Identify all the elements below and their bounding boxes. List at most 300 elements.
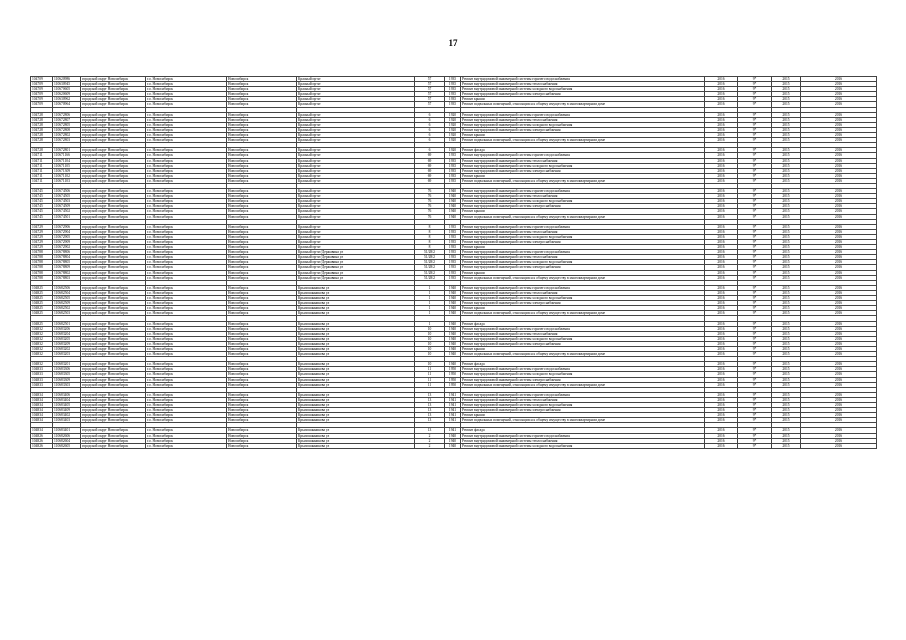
table-cell: 2016 — [801, 301, 877, 306]
table-cell: Новосибирск — [227, 224, 297, 229]
table-cell: 2016 — [705, 326, 738, 331]
table-cell: 13 — [415, 428, 445, 433]
table-cell: Новосибирск — [227, 301, 297, 306]
table-cell: 104832 — [31, 346, 53, 351]
table-cell: Крылошанникова ул — [297, 418, 415, 423]
table-cell: 2016 — [705, 255, 738, 260]
table-cell: 2015 — [772, 92, 801, 97]
table-cell: Ремонт внутридомовой инженерной системы электроснабжения — [461, 127, 705, 132]
table-cell: 110683406 — [53, 392, 81, 397]
table-cell: 9* — [738, 275, 772, 280]
table-cell: 2016 — [801, 275, 877, 280]
table-cell: 1950 — [445, 377, 461, 382]
table-cell: 11 — [415, 382, 445, 387]
table-cell: 104825 — [31, 285, 53, 290]
table-cell: 1940 — [445, 194, 461, 199]
table-cell: городской округ Новосибирск — [81, 408, 146, 413]
table-cell: 57 — [415, 87, 445, 92]
table-cell: 1935 — [445, 87, 461, 92]
table-cell: 110683306 — [53, 367, 81, 372]
table-cell: 9* — [738, 194, 772, 199]
table-cell: 9* — [738, 199, 772, 204]
table-cell: 110630962 — [53, 97, 81, 102]
table-cell: Крылошанникова ул — [297, 331, 415, 336]
table-cell: 2016 — [705, 158, 738, 163]
table-cell: 110682501 — [53, 321, 81, 326]
table-cell: 2016 — [801, 240, 877, 245]
table-cell: Новосибирск — [227, 285, 297, 290]
table-cell: 2016 — [705, 367, 738, 372]
table-cell: 104832 — [31, 362, 53, 367]
table-cell: г.о. Новосибирск — [146, 229, 227, 234]
table-cell: 2015 — [772, 229, 801, 234]
table-cell: Новосибирск — [227, 372, 297, 377]
table-cell: 2016 — [705, 341, 738, 346]
table-cell: Ремонт внутридомовой инженерной системы холодного водоснабжения — [461, 443, 705, 448]
table-cell: 110683403 — [53, 418, 81, 423]
table-cell: 9* — [738, 403, 772, 408]
table-cell: городской округ Новосибирск — [81, 97, 146, 102]
table-cell: Крылошанникова ул — [297, 321, 415, 326]
table-cell: 104834 — [31, 428, 53, 433]
table-cell: 104834 — [31, 408, 53, 413]
table-cell: 2016 — [705, 413, 738, 418]
table-cell: городской округ Новосибирск — [81, 87, 146, 92]
table-cell: 110683303 — [53, 382, 81, 387]
table-cell: г.о. Новосибирск — [146, 336, 227, 341]
table-cell: 1920 — [445, 117, 461, 122]
table-cell: Ремонт внутридомовой инженерной системы горячего водоснабжения — [461, 367, 705, 372]
table-cell: городской округ Новосибирск — [81, 270, 146, 275]
table-cell: 110672805 — [53, 122, 81, 127]
table-cell: 2016 — [705, 443, 738, 448]
table-cell: городской округ Новосибирск — [81, 158, 146, 163]
table-cell: г.о. Новосибирск — [146, 418, 227, 423]
table-cell: 2016 — [705, 438, 738, 443]
table-cell: 2016 — [705, 250, 738, 255]
table-cell: 2015 — [772, 97, 801, 102]
table-cell: Новосибирск — [227, 408, 297, 413]
table-cell: 2016 — [801, 418, 877, 423]
table-cell: 13 — [415, 408, 445, 413]
table-cell: 2016 — [801, 260, 877, 265]
table-cell: 2 — [415, 438, 445, 443]
table-cell: 1950 — [445, 372, 461, 377]
table-cell: 9* — [738, 97, 772, 102]
table-cell: 2016 — [705, 372, 738, 377]
table-cell: 51/28/2 — [415, 260, 445, 265]
table-cell: 2015 — [772, 117, 801, 122]
table-cell: 76 — [415, 214, 445, 219]
table-cell: 6 — [415, 112, 445, 117]
table-cell: Красный пр-кт — [297, 194, 415, 199]
table-cell: 2016 — [801, 245, 877, 250]
table-cell: городской округ Новосибирск — [81, 321, 146, 326]
table-cell: 2016 — [801, 392, 877, 397]
table-cell: 2016 — [801, 346, 877, 351]
table-cell: 1935 — [445, 270, 461, 275]
table-cell: Новосибирск — [227, 153, 297, 158]
table-cell: Ремонт фасада — [461, 362, 705, 367]
table-cell: 110683404 — [53, 397, 81, 402]
table-cell: 104745 — [31, 194, 53, 199]
table-cell: Новосибирск — [227, 148, 297, 153]
table-cell: Новосибирск — [227, 341, 297, 346]
table-cell: 57 — [415, 92, 445, 97]
table-cell: 9* — [738, 382, 772, 387]
table-cell: Новосибирск — [227, 77, 297, 82]
table-cell: 2016 — [801, 311, 877, 316]
table-cell: 2016 — [801, 204, 877, 209]
table-cell: 2016 — [705, 153, 738, 158]
table-cell: г.о. Новосибирск — [146, 199, 227, 204]
table-cell: г.о. Новосибирск — [146, 270, 227, 275]
table-cell: Красный пр-кт — [297, 168, 415, 173]
table-cell: городской округ Новосибирск — [81, 112, 146, 117]
table-cell: 2016 — [705, 428, 738, 433]
table-cell: 1935 — [445, 224, 461, 229]
table-cell: г.о. Новосибирск — [146, 97, 227, 102]
table-cell: 69 — [415, 153, 445, 158]
table-cell: Ремонт внутридомовой инженерной системы теплоснабжения — [461, 229, 705, 234]
table-cell: г.о. Новосибирск — [146, 127, 227, 132]
table-cell: 104826 — [31, 438, 53, 443]
table-cell: 104833 — [31, 372, 53, 377]
table-cell: 9* — [738, 112, 772, 117]
table-cell: 9* — [738, 77, 772, 82]
table-cell: Новосибирск — [227, 158, 297, 163]
table-cell: 2016 — [801, 178, 877, 183]
table-cell: 9* — [738, 87, 772, 92]
table-cell: 2016 — [801, 158, 877, 163]
table-cell: 13 — [415, 418, 445, 423]
table-cell: городской округ Новосибирск — [81, 331, 146, 336]
table-cell: 1935 — [445, 82, 461, 87]
table-cell: 110682502 — [53, 306, 81, 311]
table-cell: г.о. Новосибирск — [146, 403, 227, 408]
table-cell: 110678802 — [53, 270, 81, 275]
table-cell: 104788 — [31, 250, 53, 255]
table-cell: городской округ Новосибирск — [81, 372, 146, 377]
table-cell: 104745 — [31, 214, 53, 219]
table-cell: Новосибирск — [227, 240, 297, 245]
table-cell: Крылошанникова ул — [297, 311, 415, 316]
table-cell: городской округ Новосибирск — [81, 306, 146, 311]
table-cell: 2015 — [772, 102, 801, 107]
table-cell: Новосибирск — [227, 403, 297, 408]
table-cell: 1935 — [445, 234, 461, 239]
table-cell: 69 — [415, 158, 445, 163]
table-cell: 110671104 — [53, 158, 81, 163]
table-cell: 57 — [415, 102, 445, 107]
table-cell: 110672904 — [53, 229, 81, 234]
table-cell: Ремонт внутридомовой инженерной системы горячего водоснабжения — [461, 433, 705, 438]
table-cell: 2016 — [801, 290, 877, 295]
table-cell: 110671102 — [53, 173, 81, 178]
table-cell: 6 — [415, 122, 445, 127]
table-cell: 104825 — [31, 321, 53, 326]
table-cell: г.о. Новосибирск — [146, 209, 227, 214]
table-cell: 2015 — [772, 173, 801, 178]
table-cell: 1940 — [445, 341, 461, 346]
table-cell: Новосибирск — [227, 234, 297, 239]
table-cell: 110671166 — [53, 153, 81, 158]
table-cell: г.о. Новосибирск — [146, 382, 227, 387]
table-cell: Новосибирск — [227, 133, 297, 138]
table-cell: 104711 — [31, 153, 53, 158]
table-cell: 110682605 — [53, 443, 81, 448]
table-cell: г.о. Новосибирск — [146, 122, 227, 127]
table-cell: 2016 — [801, 127, 877, 132]
table-cell: 2016 — [801, 408, 877, 413]
table-cell: Новосибирск — [227, 189, 297, 194]
table-cell: городской округ Новосибирск — [81, 168, 146, 173]
table-cell: 1941 — [445, 413, 461, 418]
table-cell: городской округ Новосибирск — [81, 397, 146, 402]
table-cell: 13 — [415, 397, 445, 402]
table-cell: г.о. Новосибирск — [146, 428, 227, 433]
table-cell: 2015 — [772, 214, 801, 219]
table-cell: 104745 — [31, 189, 53, 194]
table-cell: 110683309 — [53, 377, 81, 382]
table-cell: 2016 — [801, 224, 877, 229]
table-cell: городской округ Новосибирск — [81, 443, 146, 448]
table-cell: Крылошанникова ул — [297, 408, 415, 413]
table-cell: 9* — [738, 336, 772, 341]
table-cell: 1920 — [445, 138, 461, 143]
table-cell: 9* — [738, 362, 772, 367]
table-cell: 104833 — [31, 382, 53, 387]
table-cell: г.о. Новосибирск — [146, 306, 227, 311]
table-cell: 1 — [415, 311, 445, 316]
table-cell: 9* — [738, 418, 772, 423]
table-cell: г.о. Новосибирск — [146, 311, 227, 316]
table-cell: 2016 — [801, 194, 877, 199]
table-cell: Ремонт внутридомовой инженерной системы электроснабжения — [461, 341, 705, 346]
table-cell: Ремонт внутридомовой инженерной системы горячего водоснабжения — [461, 189, 705, 194]
table-cell: 2015 — [772, 341, 801, 346]
table-cell: 9* — [738, 229, 772, 234]
table-cell: 2016 — [705, 265, 738, 270]
table-cell: 13 — [415, 392, 445, 397]
table-cell: Новосибирск — [227, 352, 297, 357]
table-cell: 2016 — [705, 270, 738, 275]
table-cell: Ремонт внутридомовой инженерной системы холодного водоснабжения — [461, 260, 705, 265]
table-cell: городской округ Новосибирск — [81, 392, 146, 397]
table-cell: 104834 — [31, 392, 53, 397]
table-cell: 1920 — [445, 148, 461, 153]
table-cell: 110682509 — [53, 301, 81, 306]
table-cell: 2016 — [801, 163, 877, 168]
table-cell: 2016 — [705, 87, 738, 92]
table-cell: 2015 — [772, 250, 801, 255]
table-cell: 2015 — [772, 209, 801, 214]
table-cell: 2016 — [705, 377, 738, 382]
table-cell: 9* — [738, 133, 772, 138]
table-cell: 13 — [415, 413, 445, 418]
table-cell: г.о. Новосибирск — [146, 204, 227, 209]
table-cell: 110670964 — [53, 102, 81, 107]
repair-schedule-table — [30, 76, 877, 449]
table-cell: 69 — [415, 173, 445, 178]
table-cell: г.о. Новосибирск — [146, 77, 227, 82]
table-cell: г.о. Новосибирск — [146, 245, 227, 250]
table-cell: 69 — [415, 168, 445, 173]
table-cell: Ремонт крыши — [461, 270, 705, 275]
table-cell: Новосибирск — [227, 321, 297, 326]
table-cell: 6 — [415, 127, 445, 132]
table-cell: г.о. Новосибирск — [146, 112, 227, 117]
table-cell: Новосибирск — [227, 250, 297, 255]
table-cell: Красный пр-кт/Державина ул — [297, 250, 415, 255]
table-cell: 104834 — [31, 413, 53, 418]
table-cell: Новосибирск — [227, 97, 297, 102]
table-cell: г.о. Новосибирск — [146, 148, 227, 153]
table-cell: Новосибирск — [227, 245, 297, 250]
table-cell: Ремонт внутридомовой инженерной системы теплоснабжения — [461, 158, 705, 163]
table-cell: Красный пр-кт — [297, 178, 415, 183]
table-cell: 110672806 — [53, 112, 81, 117]
table-cell: 1935 — [445, 260, 461, 265]
table-cell: 11 — [415, 377, 445, 382]
table-cell: 110683209 — [53, 341, 81, 346]
table-cell: 9* — [738, 138, 772, 143]
table-cell: Новосибирск — [227, 229, 297, 234]
table-cell: 110678809 — [53, 265, 81, 270]
table-cell: 2016 — [801, 112, 877, 117]
table-cell: г.о. Новосибирск — [146, 377, 227, 382]
table-cell: 2015 — [772, 168, 801, 173]
table-cell: 2016 — [801, 367, 877, 372]
table-cell: городской округ Новосибирск — [81, 92, 146, 97]
table-cell: 104711 — [31, 173, 53, 178]
table-cell: 2016 — [801, 173, 877, 178]
table-cell: 110683409 — [53, 408, 81, 413]
table-cell: 110671103 — [53, 178, 81, 183]
table-cell: городской округ Новосибирск — [81, 341, 146, 346]
table-cell: 2015 — [772, 428, 801, 433]
table-cell: Новосибирск — [227, 326, 297, 331]
table-cell: 104832 — [31, 336, 53, 341]
table-cell: Ремонт крыши — [461, 346, 705, 351]
table-cell: городской округ Новосибирск — [81, 224, 146, 229]
table-cell: 8 — [415, 224, 445, 229]
table-cell: 57 — [415, 97, 445, 102]
table-cell: 9* — [738, 260, 772, 265]
table-cell: 2016 — [801, 362, 877, 367]
table-cell: 9* — [738, 214, 772, 219]
table-cell: г.о. Новосибирск — [146, 372, 227, 377]
table-cell: 2016 — [801, 199, 877, 204]
table-cell: Новосибирск — [227, 433, 297, 438]
table-cell: городской округ Новосибирск — [81, 234, 146, 239]
table-cell: 1920 — [445, 127, 461, 132]
table-cell: городской округ Новосибирск — [81, 367, 146, 372]
table-cell: 6 — [415, 117, 445, 122]
table-cell: Новосибирск — [227, 397, 297, 402]
table-cell: городской округ Новосибирск — [81, 275, 146, 280]
table-cell: городской округ Новосибирск — [81, 214, 146, 219]
table-cell: 9* — [738, 265, 772, 270]
table-cell: 51/28/2 — [415, 265, 445, 270]
table-cell: 2015 — [772, 265, 801, 270]
table-cell: Новосибирск — [227, 163, 297, 168]
table-cell: 2016 — [801, 133, 877, 138]
table-cell: городской округ Новосибирск — [81, 290, 146, 295]
table-cell: 1935 — [445, 265, 461, 270]
table-cell: 110671309 — [53, 168, 81, 173]
table-cell: 8 — [415, 240, 445, 245]
table-cell: 2015 — [772, 331, 801, 336]
table-cell: Новосибирск — [227, 336, 297, 341]
table-cell: 1920 — [445, 122, 461, 127]
table-cell: 2015 — [772, 148, 801, 153]
table-cell: 104834 — [31, 418, 53, 423]
table-cell: 1940 — [445, 311, 461, 316]
table-cell: Красный пр-кт — [297, 209, 415, 214]
table-cell: городской округ Новосибирск — [81, 122, 146, 127]
table-cell: г.о. Новосибирск — [146, 392, 227, 397]
table-cell: г.о. Новосибирск — [146, 138, 227, 143]
table-cell: 2016 — [705, 77, 738, 82]
table-cell: г.о. Новосибирск — [146, 234, 227, 239]
table-cell: 2016 — [705, 173, 738, 178]
table-cell: Ремонт внутридомовой инженерной системы электроснабжения — [461, 92, 705, 97]
table-cell: г.о. Новосибирск — [146, 260, 227, 265]
table-cell: Ремонт внутридомовой инженерной системы холодного водоснабжения — [461, 336, 705, 341]
table-cell: г.о. Новосибирск — [146, 285, 227, 290]
table-cell: 10 — [415, 346, 445, 351]
table-cell: городской округ Новосибирск — [81, 189, 146, 194]
table-cell: г.о. Новосибирск — [146, 92, 227, 97]
table-cell: г.о. Новосибирск — [146, 240, 227, 245]
table-cell: 2015 — [772, 438, 801, 443]
table-cell: Крылошанникова ул — [297, 296, 415, 301]
table-cell: 51/28/2 — [415, 270, 445, 275]
table-cell: 1935 — [445, 229, 461, 234]
table-cell: Новосибирск — [227, 87, 297, 92]
table-cell: 2015 — [772, 163, 801, 168]
table-cell: 2015 — [772, 408, 801, 413]
table-cell: городской округ Новосибирск — [81, 413, 146, 418]
table-cell: 9* — [738, 82, 772, 87]
table-cell: 104711 — [31, 168, 53, 173]
table-cell: 104833 — [31, 367, 53, 372]
table-cell: Ремонт внутридомовой инженерной системы электроснабжения — [461, 408, 705, 413]
table-cell: 1941 — [445, 397, 461, 402]
table-cell: 104709 — [31, 102, 53, 107]
table-cell: Красный пр-кт — [297, 148, 415, 153]
table-cell: 104834 — [31, 403, 53, 408]
table-cell: 2016 — [705, 336, 738, 341]
table-cell: г.о. Новосибирск — [146, 133, 227, 138]
table-cell: г.о. Новосибирск — [146, 346, 227, 351]
table-cell: 9* — [738, 341, 772, 346]
table-cell: Ремонт крыши — [461, 133, 705, 138]
table-cell: 2016 — [705, 408, 738, 413]
table-cell: 9* — [738, 326, 772, 331]
table-cell: Ремонт внутридомовой инженерной системы горячего водоснабжения — [461, 285, 705, 290]
table-cell: Ремонт внутридомовой инженерной системы горячего водоснабжения — [461, 326, 705, 331]
table-cell: городской округ Новосибирск — [81, 255, 146, 260]
table-cell: 104788 — [31, 265, 53, 270]
table-cell: г.о. Новосибирск — [146, 433, 227, 438]
table-cell: Новосибирск — [227, 367, 297, 372]
table-cell: 1940 — [445, 326, 461, 331]
table-cell: 76 — [415, 199, 445, 204]
table-cell: Красный пр-кт — [297, 240, 415, 245]
table-cell: 2015 — [772, 122, 801, 127]
